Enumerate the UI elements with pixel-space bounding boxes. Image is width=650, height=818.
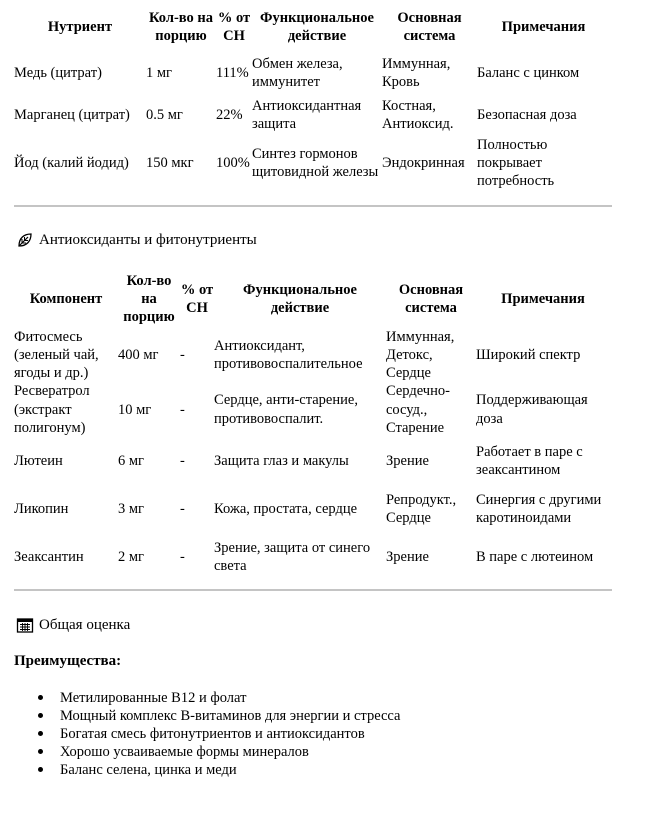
table-cell: Зрение [386,452,429,469]
divider [14,589,612,591]
table-cell: Защита глаз и макулы [214,452,349,469]
table-row [14,437,610,485]
table-cell: 6 мг [118,452,144,469]
table-cell: 3 мг [118,500,144,517]
table-row [14,94,610,136]
table-cell: Поддерживающая доза [476,392,588,427]
table-cell: Работает в паре с зеаксантином [476,443,583,478]
list-item: Хорошо усваиваемые формы минералов [60,743,400,761]
table-cell: 10 мг [118,401,152,418]
table-cell: Баланс с цинком [477,64,580,81]
table-cell: Сердце, анти-старение, противовоспалит. [214,392,358,427]
column-header: Функциональное действие [260,9,374,44]
table-cell: Сердечно-сосуд., Старение [386,383,450,436]
table-cell: В паре с лютеином [476,548,594,565]
table-cell: Зеаксантин [14,548,84,565]
antioxidants-table [14,270,610,581]
column-header: Примечания [501,290,585,307]
table-cell: Репродукт., Сердце [386,491,457,526]
divider [14,205,612,207]
table-cell: 111% [216,64,249,81]
table-cell: Синергия с другими каротиноидами [476,491,602,526]
table-cell: Полностью покрывает потребность [477,137,555,190]
section-title: Антиоксиданты и фитонутриенты [39,232,257,248]
table-cell: Костная, Антиоксид. [382,97,454,132]
column-header: % от СН [217,9,251,44]
list-item: Баланс селена, цинка и меди [60,761,400,779]
table-cell: Зрение [386,548,429,565]
list-item: Мощный комплекс B-витаминов для энергии и стресса [60,708,401,724]
table-cell: - [180,401,185,418]
column-header: Примечания [501,18,586,35]
column-header: Нутриент [47,18,113,35]
table-cell: 150 мкг [146,155,194,172]
section-heading-antioxidants [16,231,257,250]
column-header: % от СН [180,281,214,316]
table-header-row [14,2,610,52]
list-item: Богатая смесь фитонутриентов и антиоксидантов [60,725,400,743]
table-row [14,328,610,382]
calendar-icon [16,616,34,634]
column-header: Кол-во на порцию [148,9,214,44]
table-cell: Антиоксидант, противовоспалительное [214,338,363,373]
table-row [14,533,610,581]
column-header: Компонент [29,290,103,307]
table-cell: Кожа, простата, сердце [214,500,358,517]
section-title: Общая оценка [39,617,131,633]
table-cell: Широкий спектр [476,347,581,364]
advantages-title: Преимущества: [14,653,122,669]
table-cell: Марганец (цитрат) [14,106,130,123]
table-cell: Иммунная, Детокс, Сердце [386,329,455,382]
table-cell: Фитосмесь (зеленый чай, ягоды и др.) [14,329,99,382]
table-cell: Эндокринная [382,155,465,172]
column-header: Кол-во на порцию [123,272,175,326]
table-cell: Зрение, защита от синего света [214,539,371,574]
table-cell: Синтез гормонов щитовидной железы [252,146,379,181]
table-cell: Антиоксидантная защита [252,97,362,132]
table-cell: - [180,548,185,565]
table-row [14,382,610,436]
minerals-table [14,2,610,190]
column-header: Функциональное действие [243,281,357,316]
table-cell: - [180,347,185,364]
table-cell: 1 мг [146,64,172,81]
table-cell: 0.5 мг [146,106,183,123]
table-cell: Безопасная доза [477,106,577,123]
table-cell: - [180,500,185,517]
table-cell: Ресвератрол (экстракт полигонум) [14,383,90,436]
table-row [14,485,610,533]
table-cell: Обмен железа, иммунитет [252,55,343,90]
table-cell: - [180,452,185,469]
table-cell: Йод (калий йодид) [14,155,129,172]
section-heading-overall [16,616,130,635]
table-cell: Лютеин [14,452,63,469]
leaf-icon [16,231,34,249]
table-cell: 2 мг [118,548,144,565]
table-cell: 22% [216,106,243,123]
column-header: Основная система [398,281,464,316]
table-cell: Ликопин [14,500,69,517]
table-header-row [14,270,610,328]
table-row [14,52,610,94]
table-cell: Иммунная, Кровь [382,55,451,90]
advantages-list [60,689,400,779]
list-item: Метилированные B12 и фолат [60,689,400,707]
table-cell: Медь (цитрат) [14,64,102,81]
table-cell: 100% [216,155,250,172]
table-row [14,136,610,190]
column-header: Основная система [397,9,462,44]
table-cell: 400 мг [118,347,159,364]
